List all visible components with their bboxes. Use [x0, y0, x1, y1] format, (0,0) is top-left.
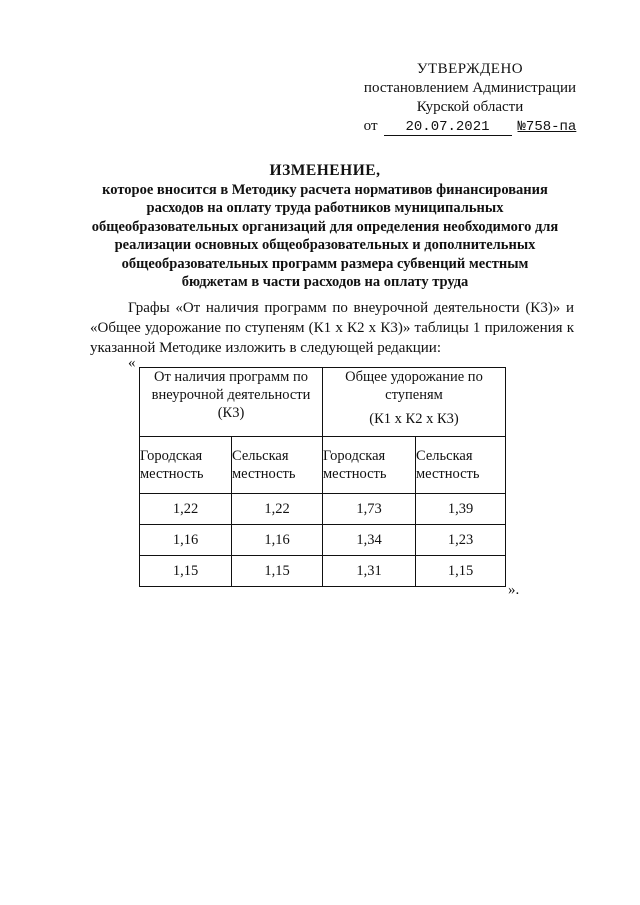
table-row	[140, 556, 506, 587]
group-header-line: Общее удорожание по	[345, 369, 483, 385]
document-heading	[80, 162, 570, 292]
body-paragraph	[90, 298, 574, 358]
table-row	[140, 525, 506, 556]
table-cell: 1,39	[416, 494, 506, 525]
table-cell: 1,73	[323, 494, 416, 525]
table-cell: 1,34	[323, 525, 416, 556]
table-cell: 1,23	[416, 525, 506, 556]
approval-date-line	[350, 117, 590, 137]
table-cell: 1,16	[232, 525, 323, 556]
approval-stamp	[350, 60, 590, 137]
heading-line: бюджетам в части расходов на оплату труда	[181, 274, 469, 290]
approval-number: №758-па	[517, 119, 577, 135]
table-cell: 1,16	[140, 525, 232, 556]
subheader-line: Сельская	[232, 448, 289, 464]
group-header-k3	[140, 368, 323, 437]
approval-from-label: от	[363, 118, 378, 134]
table-group-header-row	[140, 368, 506, 437]
closing-quote: ».	[508, 582, 520, 598]
approval-title: УТВЕРЖДЕНО	[416, 61, 524, 77]
heading-line: реализации основных общеобразовательных и дополнительных	[114, 237, 536, 253]
heading-line: расходов на оплату труда работников муниципальных	[146, 200, 504, 216]
subheader-line: местность	[323, 466, 387, 482]
group-header-line: ступеням	[385, 387, 443, 403]
table-row	[140, 494, 506, 525]
subheader-urban	[140, 437, 232, 494]
group-header-total	[323, 368, 506, 437]
table-cell: 1,15	[232, 556, 323, 587]
group-header-line: (К1 х К2 х К3)	[369, 411, 459, 427]
table-cell: 1,15	[140, 556, 232, 587]
subheader-line: местность	[232, 466, 296, 482]
approval-date: 20.07.2021	[384, 119, 512, 136]
approval-line-1: постановлением Администрации	[363, 80, 577, 96]
heading-title: ИЗМЕНЕНИЕ,	[269, 162, 381, 179]
table-cell: 1,22	[140, 494, 232, 525]
subheader-rural	[416, 437, 506, 494]
heading-line: общеобразовательных программ размера субвенций местным	[121, 255, 529, 272]
coefficients-table	[139, 367, 506, 587]
heading-line: общеобразовательных организаций для определения необходимого для	[91, 218, 559, 235]
subheader-urban	[323, 437, 416, 494]
subheader-line: Городская	[323, 448, 386, 464]
group-header-line: внеурочной деятельности	[151, 387, 311, 403]
group-header-line: (К3)	[217, 405, 245, 421]
group-header-line: От наличия программ по	[154, 369, 308, 385]
subheader-line: Сельская	[416, 448, 473, 464]
table-cell: 1,31	[323, 556, 416, 587]
table-subheader-row	[140, 437, 506, 494]
subheader-line: местность	[140, 466, 204, 482]
table-cell: 1,15	[416, 556, 506, 587]
subheader-rural	[232, 437, 323, 494]
body-paragraph-text: Графы «От наличия программ по внеурочной деятельности (К3)» и «Общее удорожание по ступеням (К1 х К2 х К3)» таблицы 1 приложения к указанной Методике изложить в следующей редакции:	[90, 300, 574, 356]
subheader-line: Городская	[140, 448, 203, 464]
table-cell: 1,22	[232, 494, 323, 525]
heading-line: которое вносится в Методику расчета нормативов финансирования	[102, 181, 548, 198]
opening-quote: «	[128, 355, 136, 371]
subheader-line: местность	[416, 466, 480, 482]
approval-line-2: Курской области	[416, 99, 524, 115]
